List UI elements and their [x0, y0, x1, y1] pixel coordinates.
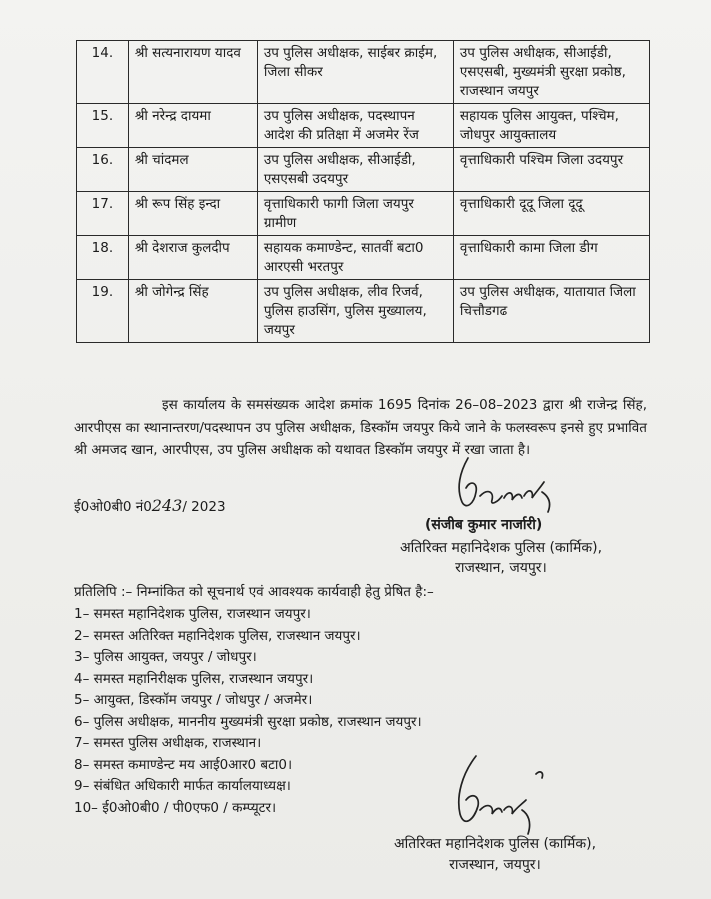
table-row: [77, 236, 650, 280]
current-posting: उप पुलिस अधीक्षक, पदस्थापन आदेश की प्रतिक्षा में अजमेर रेंज: [257, 104, 453, 148]
signatory2-designation-block: [364, 834, 626, 876]
table-row: [77, 148, 650, 192]
signatory2-place: राजस्थान, जयपुर।: [449, 857, 541, 873]
reference-year: / 2023: [182, 499, 226, 515]
list-item: 2– समस्त अतिरिक्त महानिदेशक पुलिस, राजस्थान जयपुर।: [74, 627, 361, 644]
serial-number: 15.: [77, 104, 129, 148]
reference-handwritten-number: 243: [151, 496, 183, 515]
list-item: 5– आयुक्त, डिस्कॉम जयपुर / जोधपुर / अजमेर।: [74, 692, 313, 708]
list-item: 9– संबंधित अधिकारी मार्फत कार्यालयाध्यक्ष।: [74, 778, 291, 794]
serial-number: 16.: [77, 148, 129, 192]
list-item: 1– समस्त महानिदेशक पुलिस, राजस्थान जयपुर।: [74, 606, 311, 622]
transfer-table: [76, 40, 650, 343]
serial-number: 18.: [77, 236, 129, 280]
new-posting: उप पुलिस अधीक्षक, सीआईडी, एसएसबी, मुख्यमंत्री सुरक्षा प्रकोष्ठ, राजस्थान जयपुर: [453, 41, 649, 104]
table-row: [77, 280, 650, 343]
reference-number: [74, 496, 226, 515]
list-item: 8– समस्त कमाण्डेन्ट मय आई0आर0 बटा0।: [74, 756, 293, 773]
new-posting: उप पुलिस अधीक्षक, यातायात जिला चित्तौडगढ: [453, 280, 649, 343]
new-posting: सहायक पुलिस आयुक्त, पश्चिम, जोधपुर आयुक्तालय: [453, 104, 649, 148]
signature-icon: [440, 748, 570, 848]
list-item: 4– समस्त महानिरीक्षक पुलिस, राजस्थान जयपुर।: [74, 670, 314, 687]
list-item: 7– समस्त पुलिस अधीक्षक, राजस्थान।: [74, 735, 262, 751]
officer-name: श्री सत्यनारायण यादव: [128, 41, 257, 104]
current-posting: सहायक कमाण्डेन्ट, सातवीं बटा0 आरएसी भरतपुर: [257, 236, 453, 280]
signature-icon: [440, 452, 590, 524]
list-item: 10– ई0ओ0बी0 / पी0एफ0 / कम्प्यूटर।: [74, 799, 277, 816]
officer-name: श्री नरेन्द्र दायमा: [128, 104, 257, 148]
serial-number: 17.: [77, 192, 129, 236]
table-row: [77, 104, 650, 148]
new-posting: वृत्ताधिकारी पश्चिम जिला उदयपुर: [453, 148, 649, 192]
officer-name: श्री देशराज कुलदीप: [128, 236, 257, 280]
paragraph-text: इस कार्यालय के समसंख्यक आदेश क्रमांक 1695 दिनांक 26–08–2023 द्वारा श्री राजेन्द्र सिंह, आरपीएस का स्थानान्तरण/पदस्थापन उप पुलिस अधीक्षक, डिस्कॉम जयपुर किये जाने के फलस्वरूप इनसे हुए प्रभावित श्री अमजद खान, आरपीएस, उप पुलिस अधीक्षक को यथावत डिस्कॉम जयपुर में रखा जाता है।: [74, 397, 647, 458]
copy-list: [74, 604, 422, 819]
table-row: [77, 192, 650, 236]
signatory-place: राजस्थान, जयपुर।: [455, 560, 547, 576]
current-posting: उप पुलिस अधीक्षक, लीव रिजर्व, पुलिस हाउसिंग, पुलिस मुख्यालय, जयपुर: [257, 280, 453, 343]
new-posting: वृत्ताधिकारी दूदू जिला दूदू: [453, 192, 649, 236]
signatory-designation-block: [370, 538, 632, 578]
new-posting: वृत्ताधिकारी कामा जिला डीग: [453, 236, 649, 280]
signatory-name: (संजीब कुमार नार्जारी): [425, 517, 543, 533]
officer-name: श्री जोगेन्द्र सिंह: [128, 280, 257, 343]
serial-number: 19.: [77, 280, 129, 343]
serial-number: 14.: [77, 41, 129, 104]
reference-prefix: ई0ओ0बी0 नं0: [74, 499, 152, 515]
current-posting: उप पुलिस अधीक्षक, साईबर क्राईम, जिला सीकर: [257, 41, 453, 104]
officer-name: श्री चांदमल: [128, 148, 257, 192]
current-posting: वृत्ताधिकारी फागी जिला जयपुर ग्रामीण: [257, 192, 453, 236]
signatory2-designation: अतिरिक्त महानिदेशक पुलिस (कार्मिक),: [393, 836, 597, 852]
list-item: 6– पुलिस अधीक्षक, माननीय मुख्यमंत्री सुरक्षा प्रकोष्ठ, राजस्थान जयपुर।: [74, 713, 422, 730]
current-posting: उप पुलिस अधीक्षक, सीआईडी, एसएसबी उदयपुर: [257, 148, 453, 192]
list-item: 3– पुलिस आयुक्त, जयपुर / जोधपुर।: [74, 649, 257, 665]
table-row: [77, 41, 650, 104]
copy-heading: प्रतिलिपि :– निम्नांकित को सूचनार्थ एवं आवश्यक कार्यवाही हेतु प्रेषित है:–: [74, 584, 434, 600]
officer-name: श्री रूप सिंह इन्दा: [128, 192, 257, 236]
signatory-designation: अतिरिक्त महानिदेशक पुलिस (कार्मिक),: [399, 540, 603, 556]
